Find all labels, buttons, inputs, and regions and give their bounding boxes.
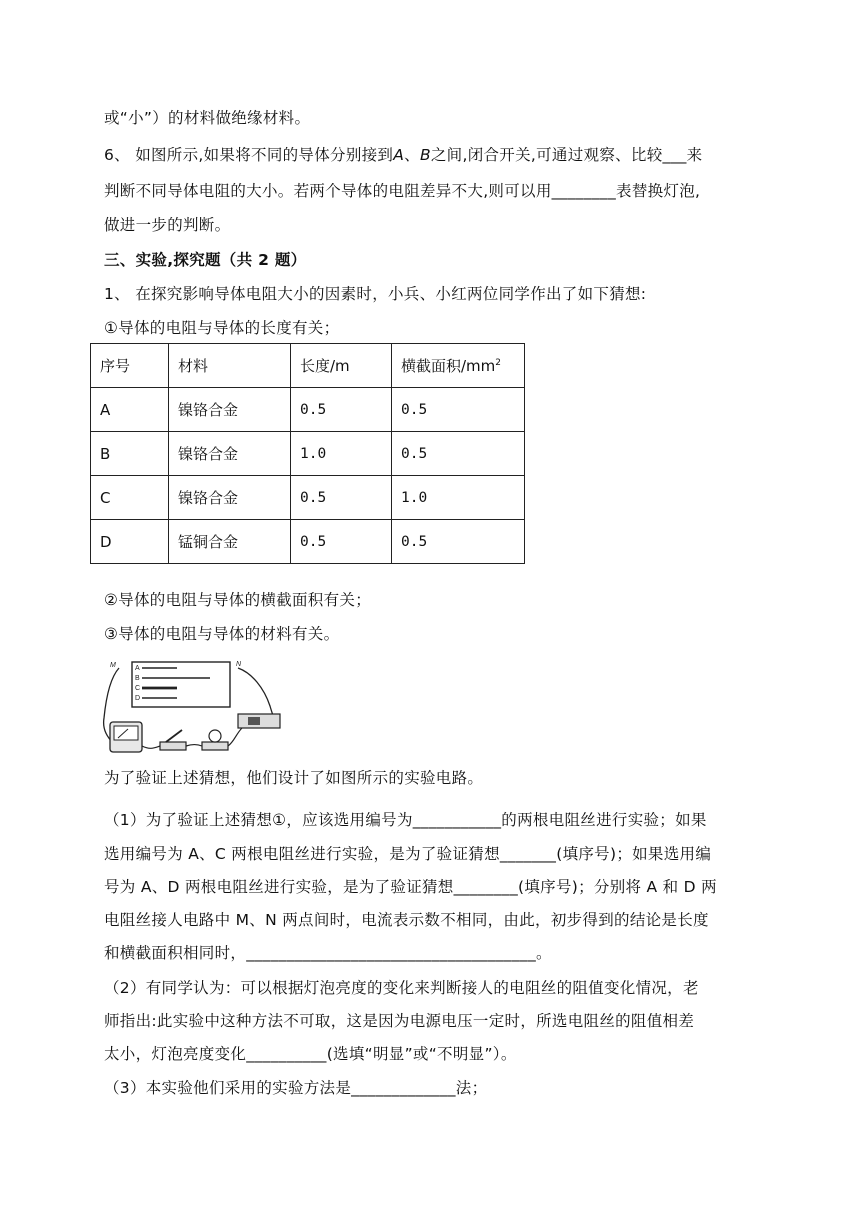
question-6-line-3: 做进一步的判断。 [104,216,231,234]
text-segment: 6、 如图所示,如果将不同的导体分别接到 [104,146,394,164]
table-cell: C [91,476,169,520]
part-1-line-2: 选用编号为 A、C 两根电阻丝进行实验，是为了验证猜想_______(填序号)；如果选用编 [104,845,712,863]
table-row [91,520,525,564]
table-cell: 0.5 [291,388,392,432]
hypothesis-1: ①导体的电阻与导体的长度有关； [104,319,340,337]
table-cell: 0.5 [392,520,525,564]
header-cell: 序号 [91,344,169,388]
table-row [91,388,525,432]
table-cell: A [91,388,169,432]
wire-label-b: B [135,675,140,682]
section-heading: 三、实验,探究题（共 2 题） [104,251,307,269]
table-cell: 镍铬合金 [169,432,291,476]
part-2-line-1: （2）有同学认为：可以根据灯泡亮度的变化来判断接人的电阻丝的阻值变化情况，老 [104,979,699,997]
resistance-wire-table [90,343,525,564]
table-cell: 1.0 [392,476,525,520]
part-1-line-3: 号为 A、D 两根电阻丝进行实验，是为了验证猜想________(填序号)；分别将 A 和 D 两 [104,878,717,896]
part-1-line-5: 和横截面积相同时，____________________________________。 [104,944,552,962]
switch [160,742,186,750]
switch-lever [166,730,182,742]
table-cell: B [91,432,169,476]
question-6-line-2: 判断不同导体电阻的大小。若两个导体的电阻差异不大,则可以用________表替换灯泡, [104,182,701,200]
table-cell: 锰铜合金 [169,520,291,564]
part-2-line-2: 师指出:此实验中这种方法不可取，这是因为电源电压一定时，所选电阻丝的阻值相差 [104,1012,695,1030]
header-cell [392,344,525,388]
terminal-m-label: M [110,662,116,669]
part-1-line-1: （1）为了验证上述猜想①，应该选用编号为___________的两根电阻丝进行实验；如果 [104,811,707,829]
table-cell: 0.5 [392,432,525,476]
battery-cell [248,717,260,725]
hypothesis-3: ③导体的电阻与导体的材料有关。 [104,625,340,643]
point-b-label: B [419,146,431,164]
connecting-wire [142,746,160,748]
part-2-line-3: 太小，灯泡亮度变化__________(选填“明显”或“不明显”）。 [104,1045,517,1063]
superscript: 2 [495,358,502,368]
header-text: 横截面积/mm [401,357,496,375]
ammeter-dial [114,726,138,740]
connecting-wire [238,668,274,720]
circuit-diagram [102,658,292,758]
question-1-stem: 1、 在探究影响导体电阻大小的因素时，小兵、小红两位同学作出了如下猜想: [104,285,647,303]
connecting-wire [228,728,242,746]
question-6-line-1 [104,145,702,165]
table-cell: 1.0 [291,432,392,476]
hypothesis-2: ②导体的电阻与导体的横截面积有关； [104,591,371,609]
bulb-holder [202,742,228,750]
table-row [91,476,525,520]
part-3-line-1: （3）本实验他们采用的实验方法是_____________法； [104,1079,488,1097]
table-cell: 0.5 [291,476,392,520]
circuit-description: 为了验证上述猜想，他们设计了如图所示的实验电路。 [104,769,484,787]
header-cell: 长度/m [291,344,392,388]
table-cell: 0.5 [291,520,392,564]
table-cell: 0.5 [392,388,525,432]
bulb [209,730,221,742]
separator: 、 [404,146,420,164]
wire-label-a: A [135,665,140,672]
table-cell: 镍铬合金 [169,388,291,432]
point-a-label: A [393,146,405,164]
table-cell: 镍铬合金 [169,476,291,520]
text-segment: 之间,闭合开关,可通过观察、比较___来 [430,146,703,164]
terminal-n-label: N [236,661,242,668]
header-cell: 材料 [169,344,291,388]
connecting-wire [186,745,202,747]
wire-label-d: D [135,695,141,702]
table-header-row [91,344,525,388]
wire-label-c: C [135,685,141,692]
part-1-line-4: 电阻丝接人电路中 M、N 两点间时，电流表示数不相同，由此，初步得到的结论是长度 [104,911,709,929]
text-line: 或“小”）的材料做绝缘材料。 [104,109,311,127]
table-row [91,432,525,476]
table-cell: D [91,520,169,564]
